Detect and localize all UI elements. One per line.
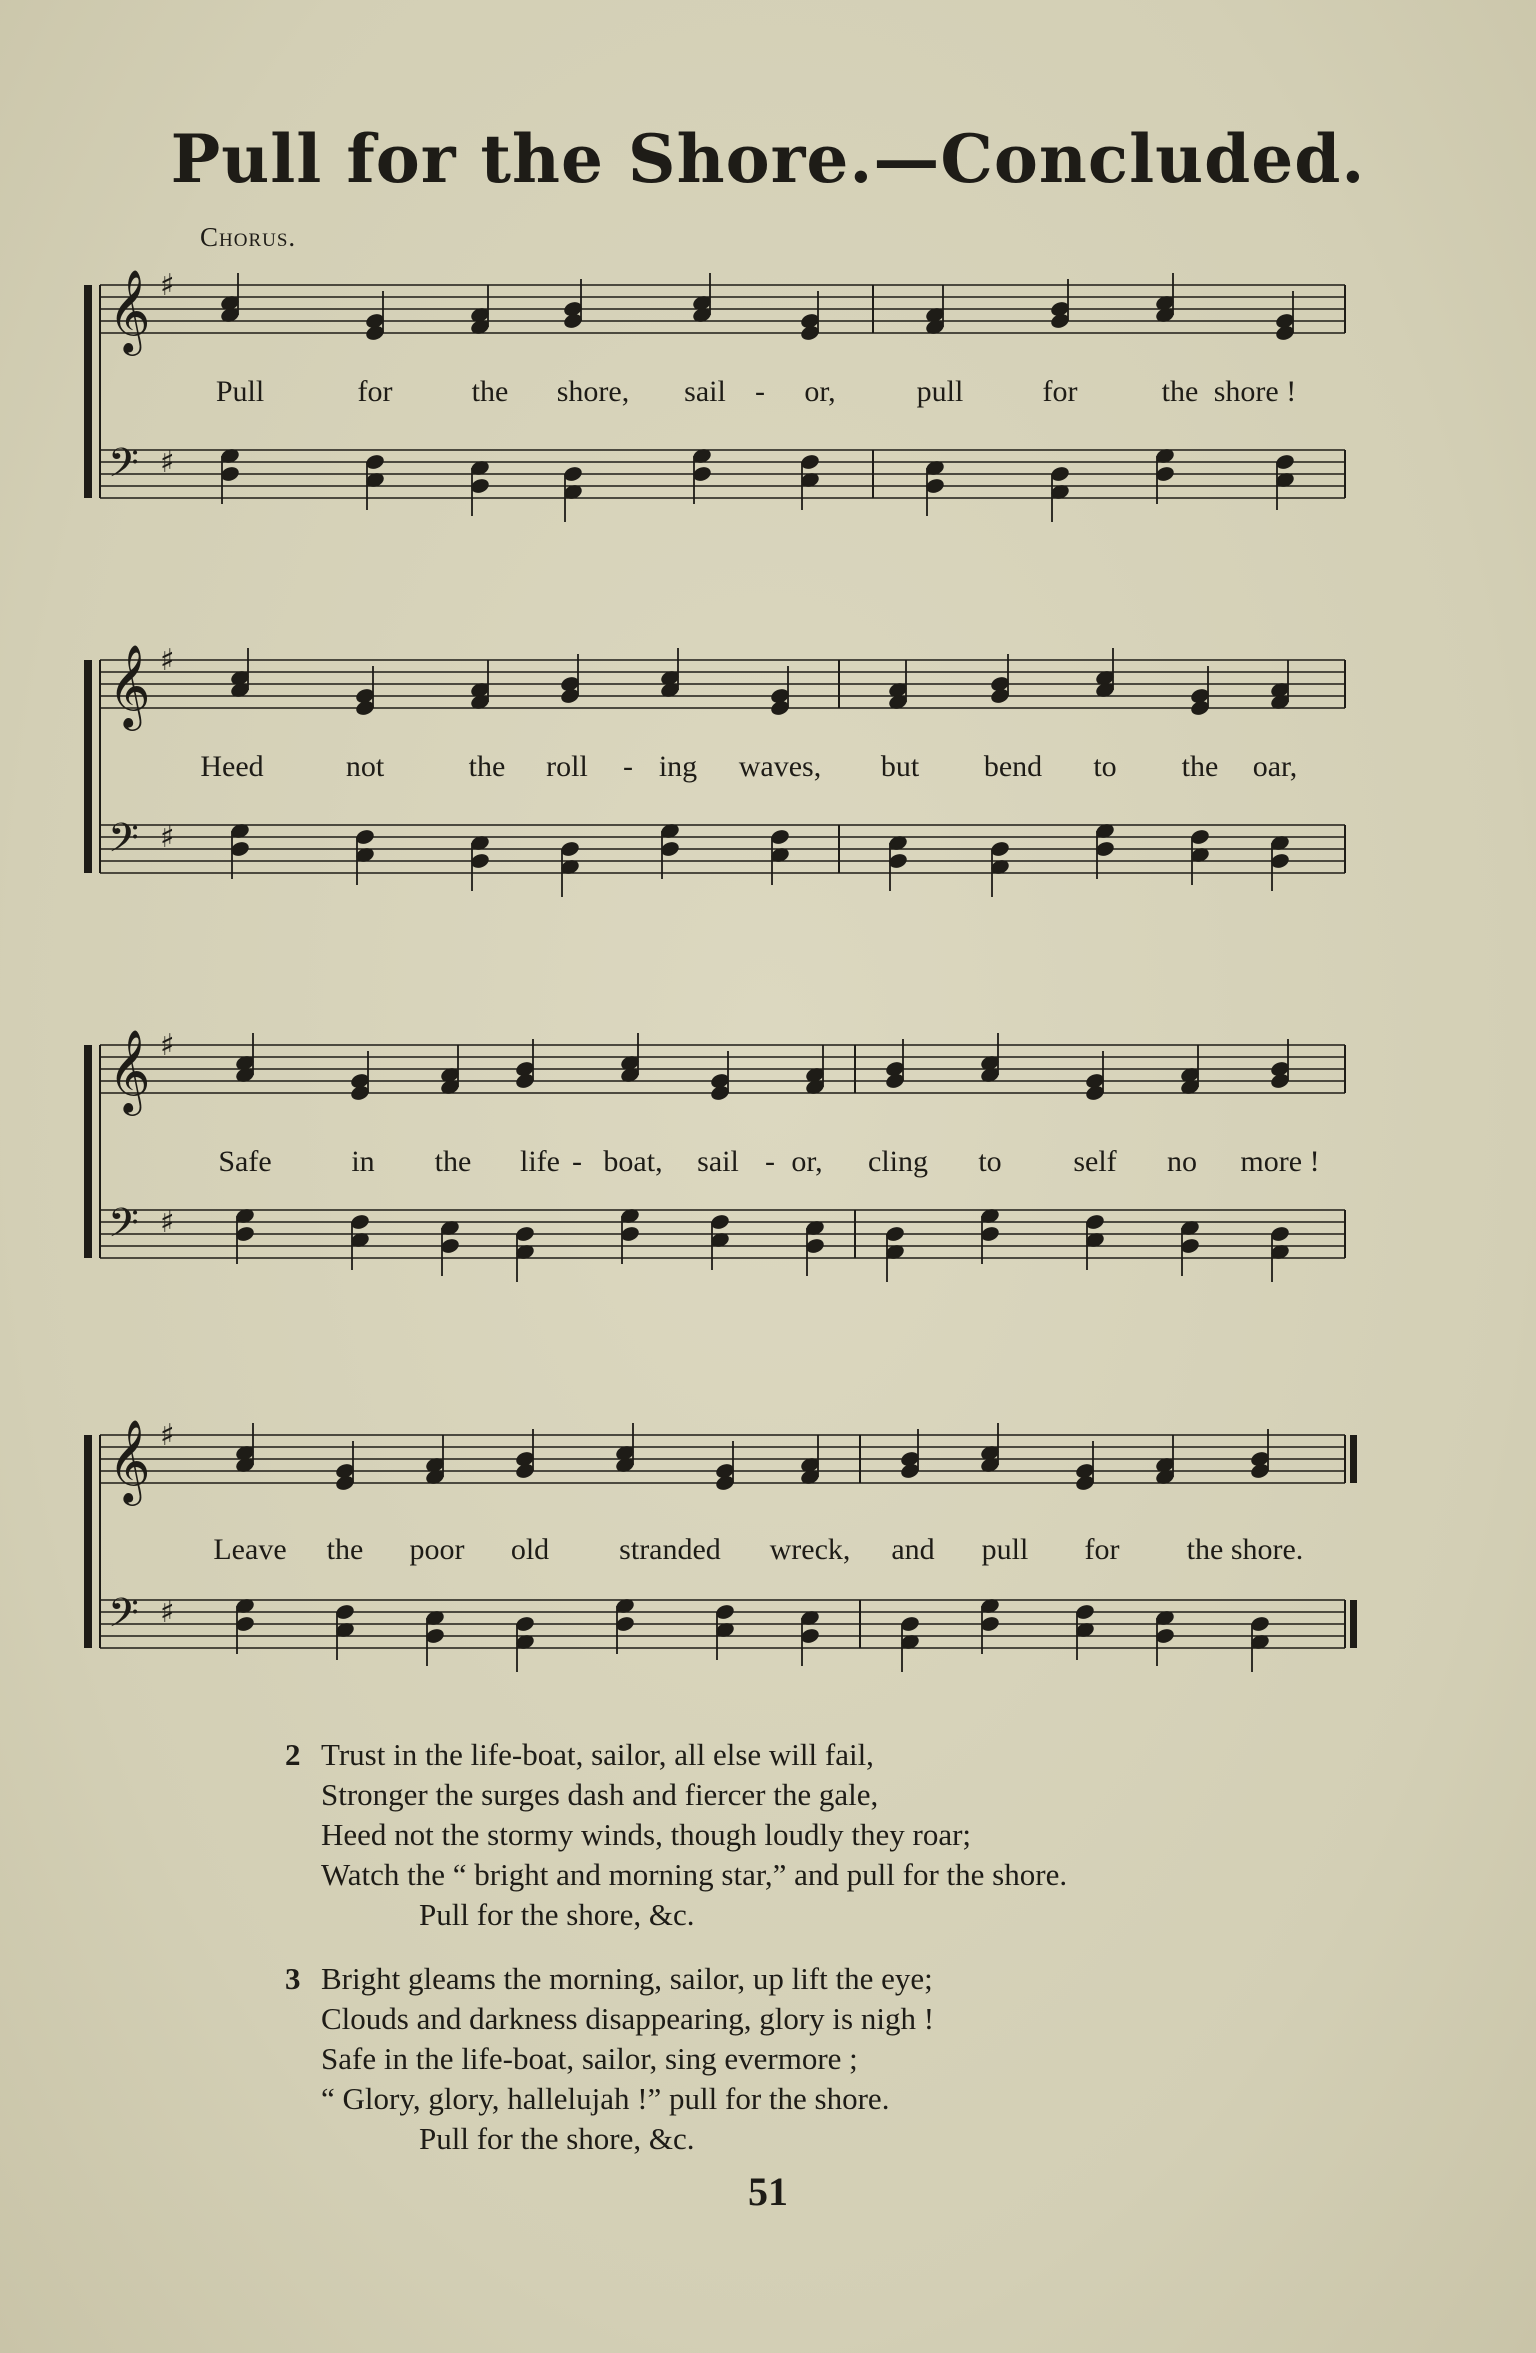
lyric-word: poor bbox=[409, 1533, 465, 1566]
verse-refrain: Pull for the shore, &c. bbox=[419, 2121, 695, 2156]
lyric-word: - bbox=[572, 1145, 582, 1178]
lyric-word: boat, bbox=[603, 1145, 663, 1178]
lyric-word: wreck, bbox=[769, 1533, 851, 1566]
key-signature-sharp: ♯ bbox=[160, 643, 175, 678]
lyric-word: the shore. bbox=[1186, 1533, 1304, 1566]
lyrics-row-4 bbox=[80, 1533, 1370, 1573]
lyric-word: but bbox=[880, 750, 920, 783]
page-number: 51 bbox=[748, 2169, 788, 2214]
music-system-4 bbox=[80, 1405, 1370, 1725]
lyric-word: the bbox=[471, 375, 509, 408]
lyric-word: or, bbox=[791, 1145, 823, 1178]
key-signature-sharp: ♯ bbox=[160, 820, 175, 855]
verse-line: Clouds and darkness disappearing, glory is nigh ! bbox=[321, 2001, 935, 2036]
lyric-word: Heed bbox=[200, 750, 264, 783]
bass-clef: 𝄢 bbox=[108, 1200, 139, 1256]
final-barline bbox=[1350, 1600, 1357, 1648]
verse-line: 3 Bright gleams the morning, sailor, up lift the eye; bbox=[285, 1959, 1385, 1999]
lyric-word: to bbox=[1093, 750, 1117, 783]
lyric-word: pull bbox=[981, 1533, 1029, 1566]
lyric-word: pull bbox=[916, 375, 964, 408]
key-signature-sharp: ♯ bbox=[160, 445, 175, 480]
lyric-word: to bbox=[978, 1145, 1002, 1178]
lyrics-row-3 bbox=[80, 1145, 1370, 1185]
lyric-word: waves, bbox=[738, 750, 822, 783]
verse-2 bbox=[285, 1735, 1385, 1935]
lyric-word: and bbox=[891, 1533, 935, 1566]
chorus-label: Chorus. bbox=[200, 222, 297, 252]
lyric-word: the bbox=[1161, 375, 1199, 408]
key-signature-sharp: ♯ bbox=[160, 1028, 175, 1063]
lyric-word: the bbox=[434, 1145, 472, 1178]
key-signature-sharp: ♯ bbox=[160, 1205, 175, 1240]
lyric-word: cling bbox=[868, 1145, 928, 1178]
verse-line: Heed not the stormy winds, though loudly they roar; bbox=[321, 1817, 972, 1852]
lyric-word: Safe bbox=[218, 1145, 272, 1178]
music-system-3 bbox=[80, 1015, 1370, 1335]
key-signature-sharp: ♯ bbox=[160, 1418, 175, 1453]
lyric-word: no bbox=[1167, 1145, 1197, 1178]
lyric-word: for bbox=[1042, 375, 1078, 408]
lyric-word: - bbox=[623, 750, 633, 783]
lyric-word: for bbox=[357, 375, 393, 408]
music-system-2 bbox=[80, 630, 1370, 930]
verse-line: Safe in the life-boat, sailor, sing evermore ; bbox=[321, 2041, 858, 2076]
lyric-word: - bbox=[765, 1145, 775, 1178]
music-system-1 bbox=[80, 255, 1370, 555]
lyric-word: not bbox=[345, 750, 385, 783]
key-signature-sharp: ♯ bbox=[160, 1595, 175, 1630]
lyric-word: oar, bbox=[1252, 750, 1298, 783]
page-title: Pull for the Shore.—Concluded. bbox=[170, 120, 1366, 198]
verse-3 bbox=[285, 1959, 1385, 2159]
lyric-word: self bbox=[1073, 1145, 1117, 1178]
final-barline bbox=[1350, 1435, 1357, 1483]
lyric-word: the bbox=[326, 1533, 364, 1566]
lyric-word: shore ! bbox=[1213, 375, 1297, 408]
verse-number: 3 bbox=[285, 1961, 301, 1996]
lyrics-row-2 bbox=[80, 750, 1370, 790]
verse-refrain: Pull for the shore, &c. bbox=[419, 1897, 695, 1932]
lyric-word: ing bbox=[658, 750, 698, 783]
treble-clef: 𝄞 bbox=[108, 268, 151, 352]
lyric-word: stranded bbox=[619, 1533, 721, 1566]
verse-line: Stronger the surges dash and fiercer the gale, bbox=[321, 1777, 879, 1812]
treble-clef: 𝄞 bbox=[108, 1028, 151, 1112]
lyric-word: for bbox=[1084, 1533, 1120, 1566]
lyric-word: shore, bbox=[556, 375, 630, 408]
lyric-word: the bbox=[468, 750, 506, 783]
lyric-word: in bbox=[351, 1145, 375, 1178]
bass-clef: 𝄢 bbox=[108, 815, 139, 871]
verse-line: 2 Trust in the life-boat, sailor, all else will fail, bbox=[285, 1735, 1385, 1775]
lyric-word: sail bbox=[684, 375, 726, 408]
treble-clef: 𝄞 bbox=[108, 1418, 151, 1502]
bass-clef: 𝄢 bbox=[108, 440, 139, 496]
lyric-word: - bbox=[755, 375, 765, 408]
lyric-word: roll bbox=[546, 750, 588, 783]
lyric-word: the bbox=[1181, 750, 1219, 783]
verse-number: 2 bbox=[285, 1737, 301, 1772]
key-signature-sharp: ♯ bbox=[160, 268, 175, 303]
bass-clef: 𝄢 bbox=[108, 1590, 139, 1646]
verses-block bbox=[285, 1735, 1385, 2183]
lyrics-row-1 bbox=[80, 375, 1370, 415]
lyric-word: Pull bbox=[215, 375, 265, 408]
lyric-word: or, bbox=[804, 375, 836, 408]
lyric-word: bend bbox=[983, 750, 1043, 783]
lyric-word: old bbox=[510, 1533, 550, 1566]
lyric-word: sail bbox=[697, 1145, 739, 1178]
verse-line: Watch the “ bright and morning star,” and pull for the shore. bbox=[321, 1857, 1068, 1892]
verse-line: “ Glory, glory, hallelujah !” pull for the shore. bbox=[321, 2081, 890, 2116]
lyric-word: life bbox=[520, 1145, 560, 1178]
lyric-word: more ! bbox=[1240, 1145, 1320, 1178]
treble-clef: 𝄞 bbox=[108, 643, 151, 727]
lyric-word: Leave bbox=[213, 1533, 287, 1566]
